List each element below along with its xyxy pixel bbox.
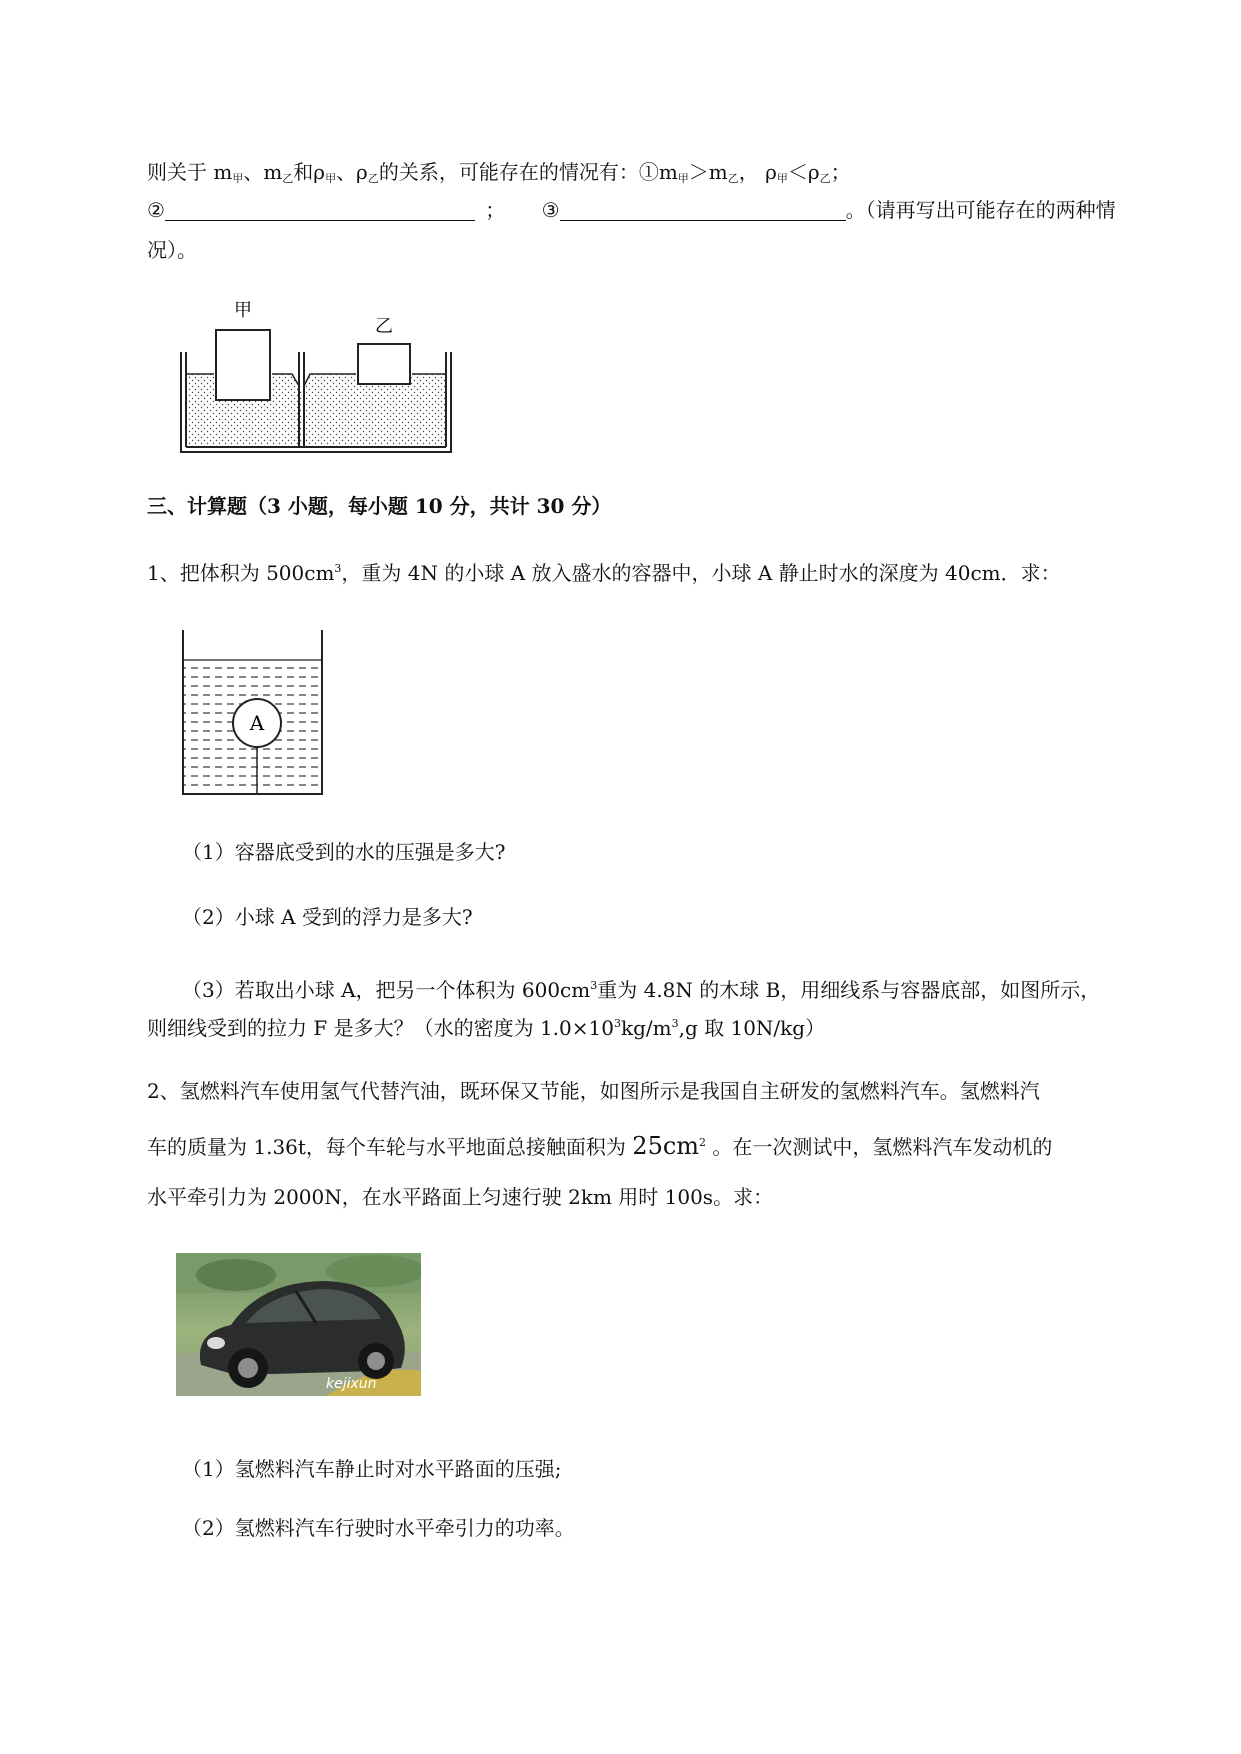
prev-question-line-1: 则关于 $m_甲$、$m_乙$和$\rho_甲$、$\rho_乙$的关系，可能存在的情况有：$①m_甲>m_乙$， $\rho_甲<\rho_乙$； xyxy=(147,160,851,185)
label-jia: 甲 xyxy=(234,300,252,321)
circled-3: ③ xyxy=(541,198,560,222)
answer-blank-2[interactable] xyxy=(165,200,475,221)
photo-watermark: kejixun xyxy=(326,1376,377,1392)
q2-stem-line-1: 2、氢燃料汽车使用氢气代替汽油，既环保又节能，如图所示是我国自主研发的氢燃料汽车。氢燃料汽 xyxy=(147,1079,1040,1103)
q1-sub3: （3）若取出小球 A，把另一个体积为 $600cm^3$重为 4.8N 的木球 B，用细线系与容器底部，如图所示， xyxy=(182,978,1101,1002)
block-jia xyxy=(216,330,270,400)
block-yi xyxy=(358,344,410,384)
prev-question-line-3: 况）。 xyxy=(147,238,197,262)
q1-stem: 1、把体积为 $500cm^3$，重为 4N 的小球 A 放入盛水的容器中，小球 A 静止时水的深度为 40cm．求： xyxy=(147,561,1061,585)
ball-container-figure xyxy=(178,628,330,798)
label-yi: 乙 xyxy=(375,316,393,337)
q1-sub1: （1）容器底受到的水的压强是多大? xyxy=(182,840,506,864)
container-blocks-figure xyxy=(176,292,466,458)
q2-stem-line-2: 车的质量为 1.36t，每个车轮与水平地面总接触面积为 $25cm^2$ 。在一次测试中，氢燃料汽车发动机的 xyxy=(147,1132,1053,1160)
q2-sub1: （1）氢燃料汽车静止时对水平路面的压强; xyxy=(182,1457,562,1481)
q2-stem-line-3: 水平牵引力为 2000N，在水平路面上匀速行驶 2km 用时 100s。求： xyxy=(147,1185,774,1209)
section-heading: 三、计算题（3 小题，每小题 10 分，共计 30 分） xyxy=(147,494,612,518)
q1-sub2: （2）小球 A 受到的浮力是多大? xyxy=(182,905,473,929)
hydrogen-car-photo xyxy=(176,1253,421,1396)
circled-2: ② xyxy=(147,198,165,222)
answer-blank-3[interactable] xyxy=(560,200,846,221)
q1-sub3-line2: 则细线受到的拉力 F 是多大？（水的密度为 $1.0\times 10^3kg/m^3,g$ 取 10N/kg） xyxy=(147,1016,826,1040)
prev-question-line-2: ② ； ③ 。（请再写出可能存在的两种情 xyxy=(147,198,1116,222)
ball-label: A xyxy=(249,711,265,735)
q2-sub2: （2）氢燃料汽车行驶时水平牵引力的功率。 xyxy=(182,1516,575,1540)
